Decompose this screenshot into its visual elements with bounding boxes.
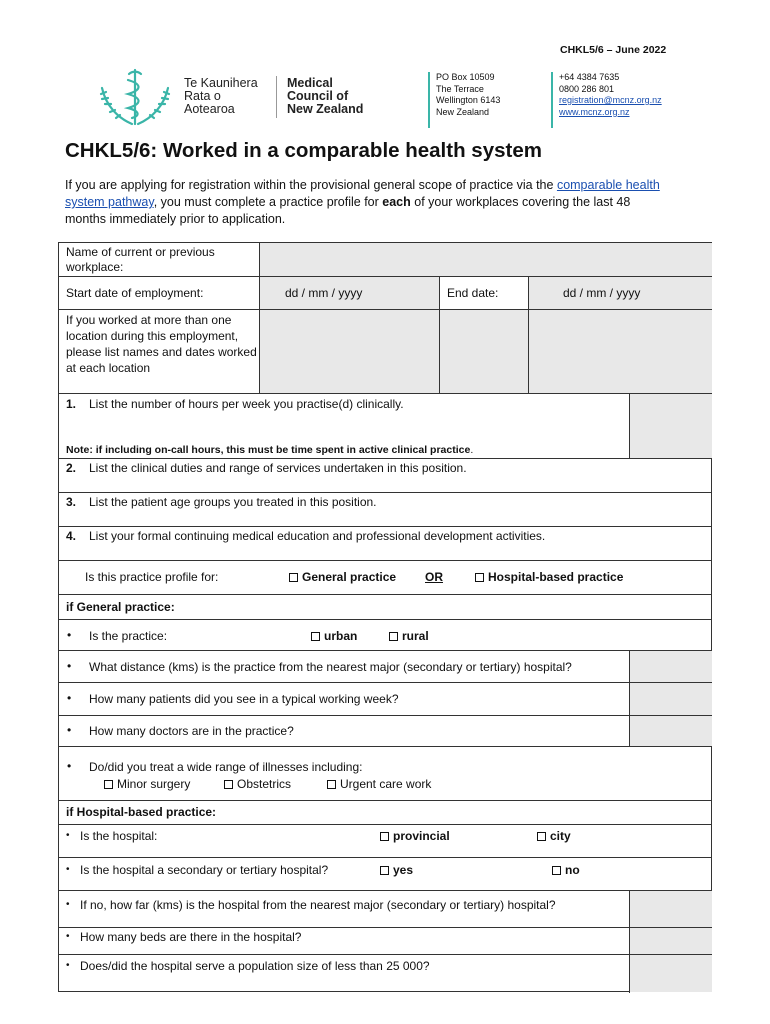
row-divider (59, 927, 711, 928)
locations-label: If you worked at more than one location during this employment, please list names and dates worked at each location (66, 313, 257, 375)
logo-maori-line: Rata o (184, 89, 221, 103)
hospital-distance-question: If no, how far (kms) is the hospital from the nearest major (secondary or tertiary) hospital? (80, 898, 556, 912)
logo-maori-line: Aotearoa (184, 102, 235, 116)
general-practice-label: General practice (302, 570, 397, 584)
question-number: 4. (66, 529, 77, 543)
obstetrics-label: Obstetrics (237, 777, 292, 791)
contact-details (551, 72, 662, 128)
age-groups-question: List the patient age groups you treated in this position. (89, 495, 377, 509)
on-call-note-text: Note: if including on-call hours, this must be time spent in active clinical practice (66, 444, 471, 456)
address-line: New Zealand (436, 106, 490, 117)
row-divider (59, 594, 711, 595)
urgent-care-option[interactable] (327, 777, 431, 791)
phone-number: +64 4384 7635 (559, 72, 620, 82)
location-names-field[interactable] (260, 310, 439, 393)
checkbox[interactable] (311, 632, 320, 641)
question-number: 2. (66, 461, 77, 475)
hours-question: List the number of hours per week you practise(d) clinically. (89, 397, 404, 411)
practice-type-question: Is the practice: (89, 629, 168, 643)
address-line: Wellington 6143 (436, 95, 501, 105)
patients-question: How many patients did you see in a typical working week? (89, 692, 399, 706)
urban-label: urban (324, 629, 358, 643)
small-bullet: • (66, 960, 70, 971)
col-divider (528, 276, 529, 393)
freephone-number: 0800 286 801 (559, 83, 615, 94)
document-reference: CHKL5/6 – June 2022 (560, 44, 667, 56)
row-divider (59, 560, 711, 561)
row-divider (59, 526, 711, 527)
col-divider (629, 393, 630, 458)
pathway-link[interactable]: comparable health system pathway (65, 178, 660, 209)
checkbox[interactable] (104, 780, 113, 789)
checkbox[interactable] (327, 780, 336, 789)
logo-divider (276, 76, 277, 118)
hours-per-week-field[interactable] (630, 394, 712, 458)
postal-address (428, 72, 500, 128)
page-title: CHKL5/6: Worked in a comparable health system (65, 139, 542, 162)
checkbox[interactable] (537, 832, 546, 841)
checkbox[interactable] (380, 832, 389, 841)
beds-question: How many beds are there in the hospital? (80, 930, 302, 944)
bullet: • (67, 759, 72, 773)
illnesses-question: Do/did you treat a wide range of illnesses including: (89, 760, 363, 774)
checkbox[interactable] (380, 866, 389, 875)
row-divider (59, 890, 711, 891)
col-divider (629, 650, 630, 746)
hospital-practice-option[interactable] (475, 570, 623, 584)
row-divider (59, 954, 711, 955)
urban-option[interactable] (311, 629, 357, 643)
checkbox[interactable] (475, 573, 484, 582)
checkbox[interactable] (389, 632, 398, 641)
bullet: • (67, 659, 72, 673)
yes-label: yes (393, 863, 414, 877)
email-link[interactable]: registration@mcnz.org.nz (559, 95, 662, 105)
intro-text: If you are applying for registration within the provisional general scope of practice via the (65, 178, 557, 192)
bullet: • (67, 723, 72, 737)
hosp-distance-field[interactable] (630, 891, 712, 927)
row-divider (59, 682, 711, 683)
row-divider (59, 800, 711, 801)
caduceus-fern-logo-icon (96, 66, 174, 128)
row-divider (59, 619, 711, 620)
location-extra-field[interactable] (529, 310, 712, 393)
row-divider (59, 824, 711, 825)
workplace-name-label: Name of current or previous workplace: (66, 245, 215, 274)
provincial-label: provincial (393, 829, 450, 843)
row-divider (59, 746, 711, 747)
hosp-population-field[interactable] (630, 955, 712, 992)
obstetrics-option[interactable] (224, 777, 291, 791)
doctors-question: How many doctors are in the practice? (89, 724, 294, 738)
logo-name-line: Council of (287, 89, 349, 103)
small-bullet: • (66, 899, 70, 910)
row-divider (59, 458, 711, 459)
minor-surgery-option[interactable] (104, 777, 190, 791)
end-date-label: End date: (447, 286, 499, 300)
small-bullet: • (66, 864, 70, 875)
no-label: no (565, 863, 580, 877)
gp-distance-field[interactable] (630, 651, 712, 682)
city-option[interactable] (537, 829, 571, 843)
yes-option[interactable] (380, 863, 413, 877)
intro-emphasis: each (382, 195, 411, 209)
gp-distance-question: What distance (kms) is the practice from the nearest major (secondary or tertiary) hospital? (89, 660, 572, 674)
rural-option[interactable] (389, 629, 429, 643)
rural-label: rural (402, 629, 429, 643)
question-number: 3. (66, 495, 77, 509)
hosp-beds-field[interactable] (630, 928, 712, 954)
intro-paragraph (65, 177, 665, 228)
urgent-care-label: Urgent care work (340, 777, 432, 791)
bullet: • (67, 628, 72, 642)
practice-profile-form (58, 242, 712, 992)
hospital-type-question: Is the hospital: (80, 829, 158, 843)
or-label: OR (425, 570, 443, 584)
hospital-section-header: if Hospital-based practice: (66, 805, 217, 819)
gp-patients-field[interactable] (630, 683, 712, 715)
small-bullet: • (66, 830, 70, 841)
on-call-note (66, 444, 473, 456)
on-call-note-end: . (470, 444, 474, 456)
row-divider (59, 309, 711, 310)
general-practice-option[interactable] (289, 570, 396, 584)
logo-maori-line: Te Kaunihera (184, 76, 258, 90)
location-dates-field[interactable] (440, 310, 529, 393)
gp-doctors-field[interactable] (630, 716, 712, 746)
website-link[interactable]: www.mcnz.org.nz (559, 106, 630, 117)
logo-name-line: New Zealand (287, 102, 364, 116)
logo-name-line: Medical (287, 76, 333, 90)
workplace-name-field[interactable] (260, 243, 712, 276)
address-line: PO Box 10509 (436, 72, 495, 82)
col-divider (439, 276, 440, 393)
row-divider (59, 492, 711, 493)
city-label: city (550, 829, 571, 843)
row-divider (59, 276, 711, 277)
hospital-practice-label: Hospital-based practice (488, 570, 624, 584)
col-divider (629, 890, 630, 993)
checkbox[interactable] (552, 866, 561, 875)
start-date-format: dd / mm / yyyy (285, 286, 363, 300)
col-divider (259, 243, 260, 393)
minor-surgery-label: Minor surgery (117, 777, 191, 791)
no-option[interactable] (552, 863, 580, 877)
small-bullet: • (66, 931, 70, 942)
hospital-level-question: Is the hospital a secondary or tertiary hospital? (80, 863, 329, 877)
question-number: 1. (66, 397, 77, 411)
address-line: The Terrace (436, 83, 484, 94)
start-date-label: Start date of employment: (66, 286, 204, 300)
row-divider (59, 715, 711, 716)
clinical-duties-question: List the clinical duties and range of services undertaken in this position. (89, 461, 467, 475)
row-divider (59, 650, 711, 651)
mcnz-logo (96, 66, 386, 128)
row-divider (59, 393, 711, 394)
checkbox[interactable] (289, 573, 298, 582)
population-question: Does/did the hospital serve a population size of less than 25 000? (80, 959, 430, 973)
gp-section-header: if General practice: (66, 600, 175, 614)
intro-text: of your workplaces covering the last 48 months immediately prior to application. (65, 195, 631, 226)
bullet: • (67, 691, 72, 705)
cme-question: List your formal continuing medical education and professional development activities. (89, 529, 546, 543)
end-date-format: dd / mm / yyyy (563, 286, 641, 300)
checkbox[interactable] (224, 780, 233, 789)
intro-text: , you must complete a practice profile for (153, 195, 383, 209)
row-divider (59, 857, 711, 858)
provincial-option[interactable] (380, 829, 450, 843)
profile-type-label: Is this practice profile for: (85, 570, 219, 584)
